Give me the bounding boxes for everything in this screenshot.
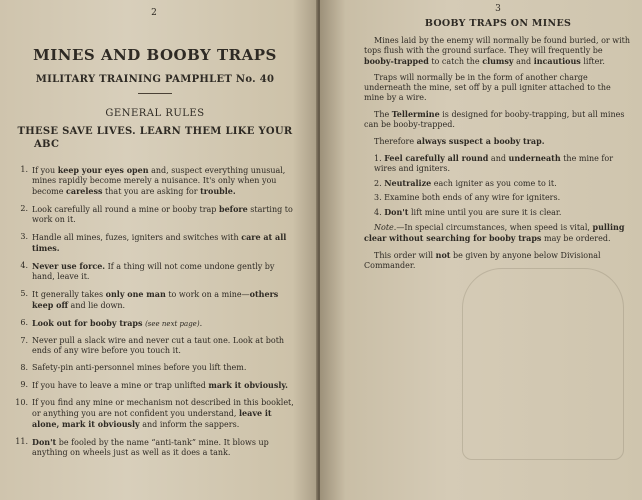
body-text: to catch the: [428, 57, 483, 66]
emphasis-text: leave it alone, mark it obviously: [32, 408, 272, 429]
save-lives-line-2: ABC: [34, 139, 60, 150]
rule-number: 7.: [20, 336, 28, 345]
emphasis-text: not: [435, 250, 451, 260]
paragraph-therefore: [364, 136, 632, 147]
rule-item: [14, 336, 296, 356]
emphasis-text: care at all times.: [32, 232, 287, 253]
rule-item: [14, 261, 296, 282]
body-text: be given by anyone below Divisional Commander.: [364, 251, 601, 270]
body-text: If you have to leave a mine or trap unlifted: [32, 381, 209, 390]
note-label: Note.: [374, 223, 397, 232]
emphasis-text: incautious: [533, 56, 581, 66]
body-text: may be ordered.: [541, 234, 611, 243]
rules-list: [14, 165, 296, 458]
emphasis-text: only one man: [105, 289, 166, 299]
body-text: and: [513, 57, 534, 66]
rule-number: 2.: [20, 204, 28, 213]
emphasis-text: underneath: [508, 153, 561, 163]
emphasis-text: Feel carefully all round: [384, 153, 489, 163]
step-item: [364, 193, 632, 203]
body-text: If a thing will not come undone gently by hand, leave it.: [32, 262, 275, 281]
emphasis-text: before: [218, 204, 248, 214]
left-page: [0, 0, 318, 500]
rule-number: 8.: [20, 363, 28, 372]
body-text: 4.: [374, 208, 385, 217]
rule-item: [14, 363, 296, 373]
step-item: [364, 178, 632, 189]
note-paragraph: [364, 222, 632, 244]
body-text: lift mine until you are sure it is clear.: [408, 208, 562, 217]
rule-note: (see next page): [145, 320, 200, 328]
rule-number: 10.: [15, 398, 28, 407]
note-text: [364, 223, 624, 243]
body-text: Mines laid by the enemy will normally be found buried, or with tops flush with the ground surface. They will frequently be: [364, 36, 631, 55]
body-text: Never pull a slack wire and never cut a taut one. Look at both ends of any wire before you touch it.: [32, 336, 285, 355]
emphasis-text: Look out for booby traps: [32, 318, 143, 328]
emphasis-text: Neutralize: [384, 178, 432, 188]
steps-list: [364, 153, 632, 218]
body-text: 2.: [374, 179, 385, 188]
body-text: each igniter as you come to it.: [431, 179, 557, 188]
rule-number: 4.: [20, 261, 28, 270]
step-item: [364, 207, 632, 218]
page-number-left: 2: [151, 8, 157, 18]
booby-traps-heading: BOOBY TRAPS ON MINES: [424, 18, 572, 29]
rule-item: [14, 165, 296, 197]
right-page: [320, 0, 642, 500]
body-text: —In special circumstances, when speed is vital,: [396, 223, 593, 232]
rule-item: [14, 204, 296, 225]
emphasis-text: others keep off: [32, 289, 279, 310]
body-text: and inform the sappers.: [139, 420, 240, 429]
paragraph-tellermine: [364, 109, 632, 130]
rule-number: 9.: [20, 380, 28, 389]
emphasis-text: trouble.: [200, 186, 236, 196]
emphasis-text: Don't: [32, 437, 57, 447]
rule-number: 3.: [20, 232, 28, 241]
rule-item: [14, 398, 296, 430]
body-text: Therefore: [374, 137, 417, 146]
rule-item: [14, 380, 296, 391]
body-text: be fooled by the name “anti-tank” mine. It blows up anything on wheels just as well as it does a tank.: [32, 438, 269, 457]
body-text: the mine for wires and igniters.: [374, 154, 614, 173]
page-number-right: 3: [495, 4, 501, 14]
paragraph-buried: [364, 36, 632, 67]
emphasis-text: always suspect a booby trap.: [416, 136, 545, 146]
body-text: 3. Examine both ends of any wire for igniters.: [374, 193, 561, 202]
body-text: Look carefully all round a mine or booby trap: [32, 205, 219, 214]
emphasis-text: Never use force.: [32, 261, 106, 271]
body-text: If you find any mine or mechanism not described in this booklet, or anything you are not confident you understand,: [32, 398, 294, 418]
body-text: If you: [32, 166, 58, 175]
show-through-illustration: [462, 268, 624, 460]
body-text: lifter.: [580, 57, 605, 66]
body-text: 1.: [374, 154, 385, 163]
pamphlet-subtitle: MILITARY TRAINING PAMPHLET No. 40: [35, 74, 275, 85]
rule-item: [14, 232, 296, 254]
body-text: is designed for booby-trapping, but all mines can be booby-trapped.: [364, 110, 625, 129]
emphasis-text: booby-trapped: [364, 56, 429, 66]
paragraph-traps: [364, 73, 632, 103]
body-text: starting to work on it.: [32, 205, 293, 224]
rule-item: [14, 289, 296, 311]
emphasis-text: clumsy: [482, 56, 514, 66]
body-text: and: [488, 154, 509, 163]
emphasis-text: careless: [66, 186, 103, 196]
body-text: The: [374, 110, 392, 119]
step-item: [364, 153, 632, 174]
emphasis-text: Tellermine: [391, 109, 440, 119]
save-lives-line-1: THESE SAVE LIVES. LEARN THEM LIKE YOUR: [17, 126, 293, 137]
emphasis-text: keep your eyes open: [57, 165, 149, 175]
body-text: that you are asking for: [102, 187, 201, 196]
body-text: Safety-pin anti-personnel mines before you lift them.: [32, 363, 247, 372]
rule-number: 1.: [20, 165, 28, 174]
body-text: Traps will normally be in the form of another charge underneath the mine, set off by a pull igniter attached to the mine by a wire.: [364, 73, 611, 102]
rule-item: [14, 318, 296, 329]
rule-number: 5.: [20, 289, 28, 298]
emphasis-text: pulling clear without searching for booby traps: [364, 222, 625, 243]
rule-number: 11.: [15, 437, 28, 446]
section-heading: GENERAL RULES: [105, 108, 205, 119]
rule-number: 6.: [20, 318, 28, 327]
rule-item: [14, 437, 296, 458]
divider: [138, 93, 172, 94]
page-title: MINES AND BOOBY TRAPS: [33, 46, 277, 64]
emphasis-text: mark it obviously.: [208, 380, 288, 390]
body-text: This order will: [374, 251, 436, 260]
emphasis-text: Don't: [384, 207, 409, 217]
body-text: .: [199, 319, 203, 328]
body-text: Handle all mines, fuzes, igniters and switches with: [32, 233, 242, 242]
body-text: It generally takes: [32, 290, 106, 299]
body-text: and, suspect everything unusual, mines rapidly become merely a nuisance. It's only when you become: [32, 166, 286, 196]
body-text: and lie down.: [68, 301, 126, 310]
save-lives-heading: [14, 125, 296, 151]
body-text: to work on a mine—: [165, 290, 250, 299]
